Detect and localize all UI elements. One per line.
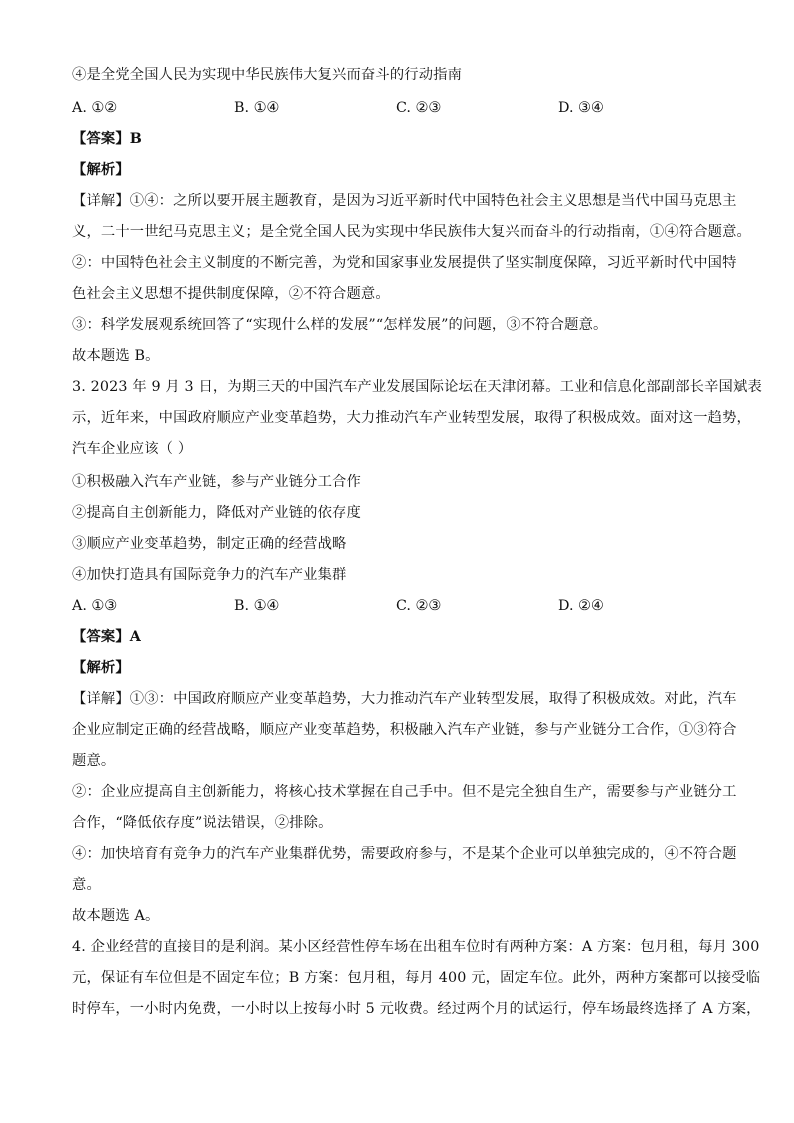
q2-option-d: D. ③④ — [558, 100, 604, 116]
q3-option-d: D. ②④ — [558, 598, 604, 614]
q3-detail-line: 题意。 — [72, 753, 116, 769]
q2-statement-4: ④是全党全国人民为实现中华民族伟大复兴而奋斗的行动指南 — [72, 67, 463, 83]
q3-detail-line: ④：加快培育有竞争力的汽车产业集群优势，需要政府参与，不是某个企业可以单独完成的，④不符合题 — [72, 846, 737, 862]
q2-detail-line: 【详解】①④：之所以要开展主题教育，是因为习近平新时代中国特色社会主义思想是当代中国马克思主 — [72, 193, 737, 209]
q3-stem-line: 3. 2023 年 9 月 3 日，为期三天的中国汽车产业发展国际论坛在天津闭幕。工业和信息化部副部长辛国斌表 — [72, 379, 762, 395]
q2-option-a: A. ①② — [72, 100, 118, 116]
q2-option-b: B. ①④ — [234, 100, 280, 116]
q3-detail-line: ②：企业应提高自主创新能力，将核心技术掌握在自己手中。但不是完全独自生产，需要参与产业链分工 — [72, 784, 737, 800]
q3-answer: 【答案】A — [72, 629, 142, 645]
q2-conclusion: 故本题选 B。 — [72, 348, 160, 364]
q2-detail-line: ③：科学发展观系统回答了“实现什么样的发展”“怎样发展”的问题，③不符合题意。 — [72, 317, 608, 333]
q3-stem-line: 示，近年来，中国政府顺应产业变革趋势，大力推动汽车产业转型发展，取得了积极成效。面对这一趋势， — [72, 410, 751, 426]
q3-stem-line: 汽车企业应该（ ） — [72, 441, 193, 457]
q3-option-a: A. ①③ — [72, 598, 118, 614]
q3-detail-line: 企业应制定正确的经营战略，顺应产业变革趋势，积极融入汽车产业链，参与产业链分工合作，①③符合 — [72, 722, 737, 738]
q3-detail-line: 意。 — [72, 877, 101, 893]
q3-statement-2: ②提高自主创新能力，降低对产业链的依存度 — [72, 505, 361, 521]
q4-stem-line: 元，保证有车位但是不固定车位；B 方案：包月租，每月 400 元，固定车位。此外，两种方案都可以接受临 — [72, 970, 761, 986]
q4-stem-line: 时停车，一小时内免费，一小时以上按每小时 5 元收费。经过两个月的试运行，停车场最终选择了 A 方案， — [72, 1001, 761, 1017]
q2-detail-line: ②：中国特色社会主义制度的不断完善，为党和国家事业发展提供了坚实制度保障，习近平新时代中国特 — [72, 255, 737, 271]
q3-statement-4: ④加快打造具有国际竞争力的汽车产业集群 — [72, 567, 347, 583]
q3-statement-1: ①积极融入汽车产业链，参与产业链分工合作 — [72, 474, 361, 490]
q3-option-b: B. ①④ — [234, 598, 280, 614]
q4-stem-line: 4. 企业经营的直接目的是利润。某小区经营性停车场在出租车位时有两种方案：A 方案：包月租，每月 300 — [72, 939, 760, 955]
q2-answer: 【答案】B — [72, 131, 143, 147]
q3-statement-3: ③顺应产业变革趋势，制定正确的经营战略 — [72, 536, 347, 552]
q2-option-c: C. ②③ — [396, 100, 442, 116]
q3-option-c: C. ②③ — [396, 598, 442, 614]
q3-conclusion: 故本题选 A。 — [72, 908, 160, 924]
q3-detail-line: 【详解】①③：中国政府顺应产业变革趋势，大力推动汽车产业转型发展，取得了积极成效。对此，汽车 — [72, 691, 737, 707]
q3-detail-line: 合作，“降低依存度”说法错误，②排除。 — [72, 815, 333, 831]
q2-analysis-heading: 【解析】 — [72, 162, 130, 178]
q3-analysis-heading: 【解析】 — [72, 660, 130, 676]
q2-detail-line: 色社会主义思想不提供制度保障，②不符合题意。 — [72, 286, 390, 302]
q2-detail-line: 义，二十一世纪马克思主义；是全党全国人民为实现中华民族伟大复兴而奋斗的行动指南，①④符合题意。 — [72, 224, 751, 240]
